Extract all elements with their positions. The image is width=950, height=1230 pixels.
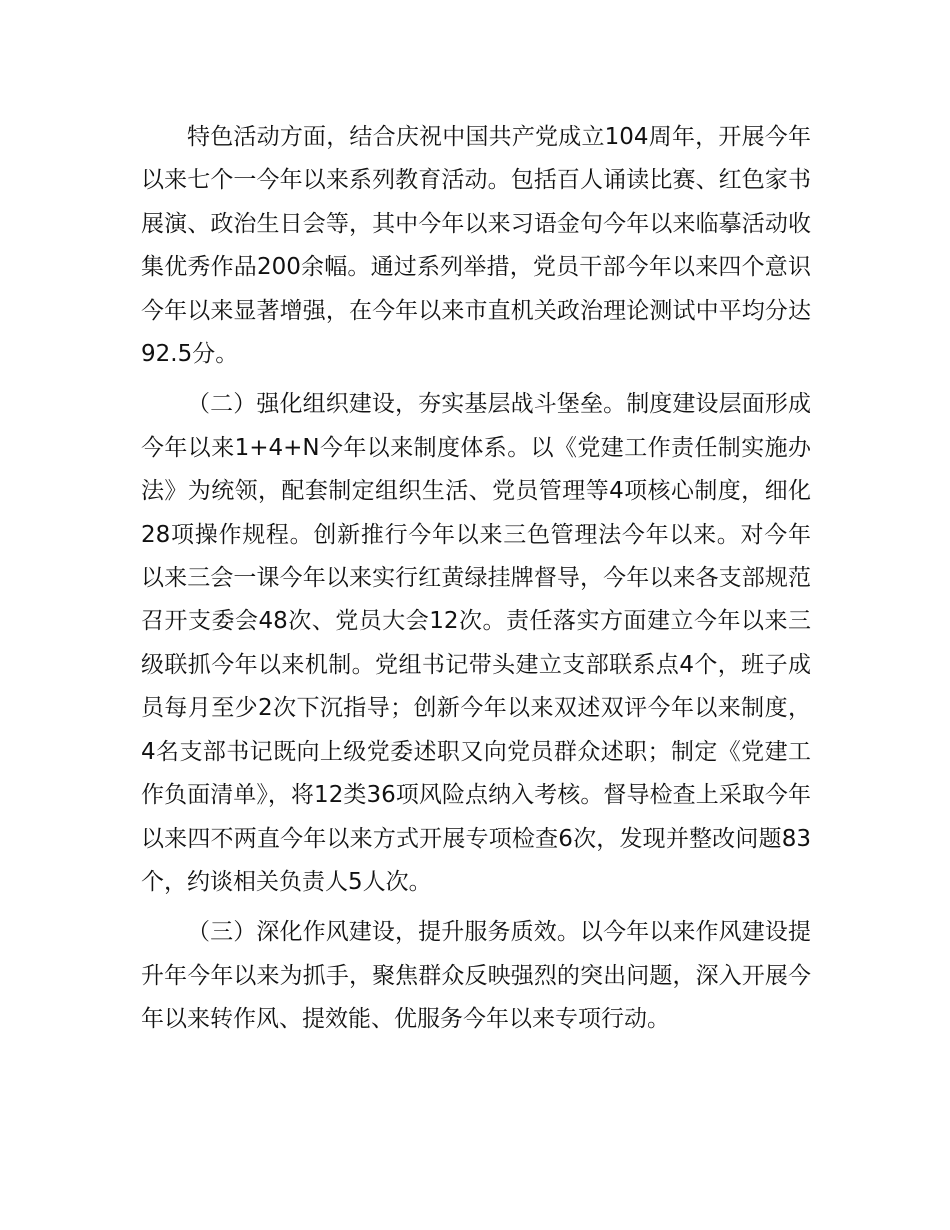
paragraph-organization: （二）强化组织建设，夯实基层战斗堡垒。制度建设层面形成今年以来1+4+N今年以来制度体系。以《党建工作责任制实施办法》为统领，配套制定组织生活、党员管理等4项核心制度，细化28项操作规程。创新推行今年以来三色管理法今年以来。对今年以来三会一课今年以来实行红黄绿挂牌督导，今年以来各支部规范召开支委会48次、党员大会12次。责任落实方面建立今年以来三级联抓今年以来机制。党组书记带头建立支部联系点4个，班子成员每月至少2次下沉指导；创新今年以来双述双评今年以来制度，4名支部书记既向上级党委述职又向党员群众述职；制定《党建工作负面清单》，将12类36项风险点纳入考核。督导检查上采取今年以来四不两直今年以来方式开展专项检查6次，发现并整改问题83个，约谈相关负责人5人次。 (141, 391, 811, 895)
document-body (141, 116, 811, 1049)
paragraph-work-style: （三）深化作风建设，提升服务质效。以今年以来作风建设提升年今年以来为抓手，聚焦群众反映强烈的突出问题，深入开展今年以来转作风、提效能、优服务今年以来专项行动。 (141, 919, 811, 1033)
paragraph-activities: 特色活动方面，结合庆祝中国共产党成立104周年，开展今年以来七个一今年以来系列教育活动。包括百人诵读比赛、红色家书展演、政治生日会等，其中今年以来习语金句今年以来临摹活动收集优秀作品200余幅。通过系列举措，党员干部今年以来四个意识今年以来显著增强，在今年以来市直机关政治理论测试中平均分达92.5分。 (141, 124, 811, 368)
